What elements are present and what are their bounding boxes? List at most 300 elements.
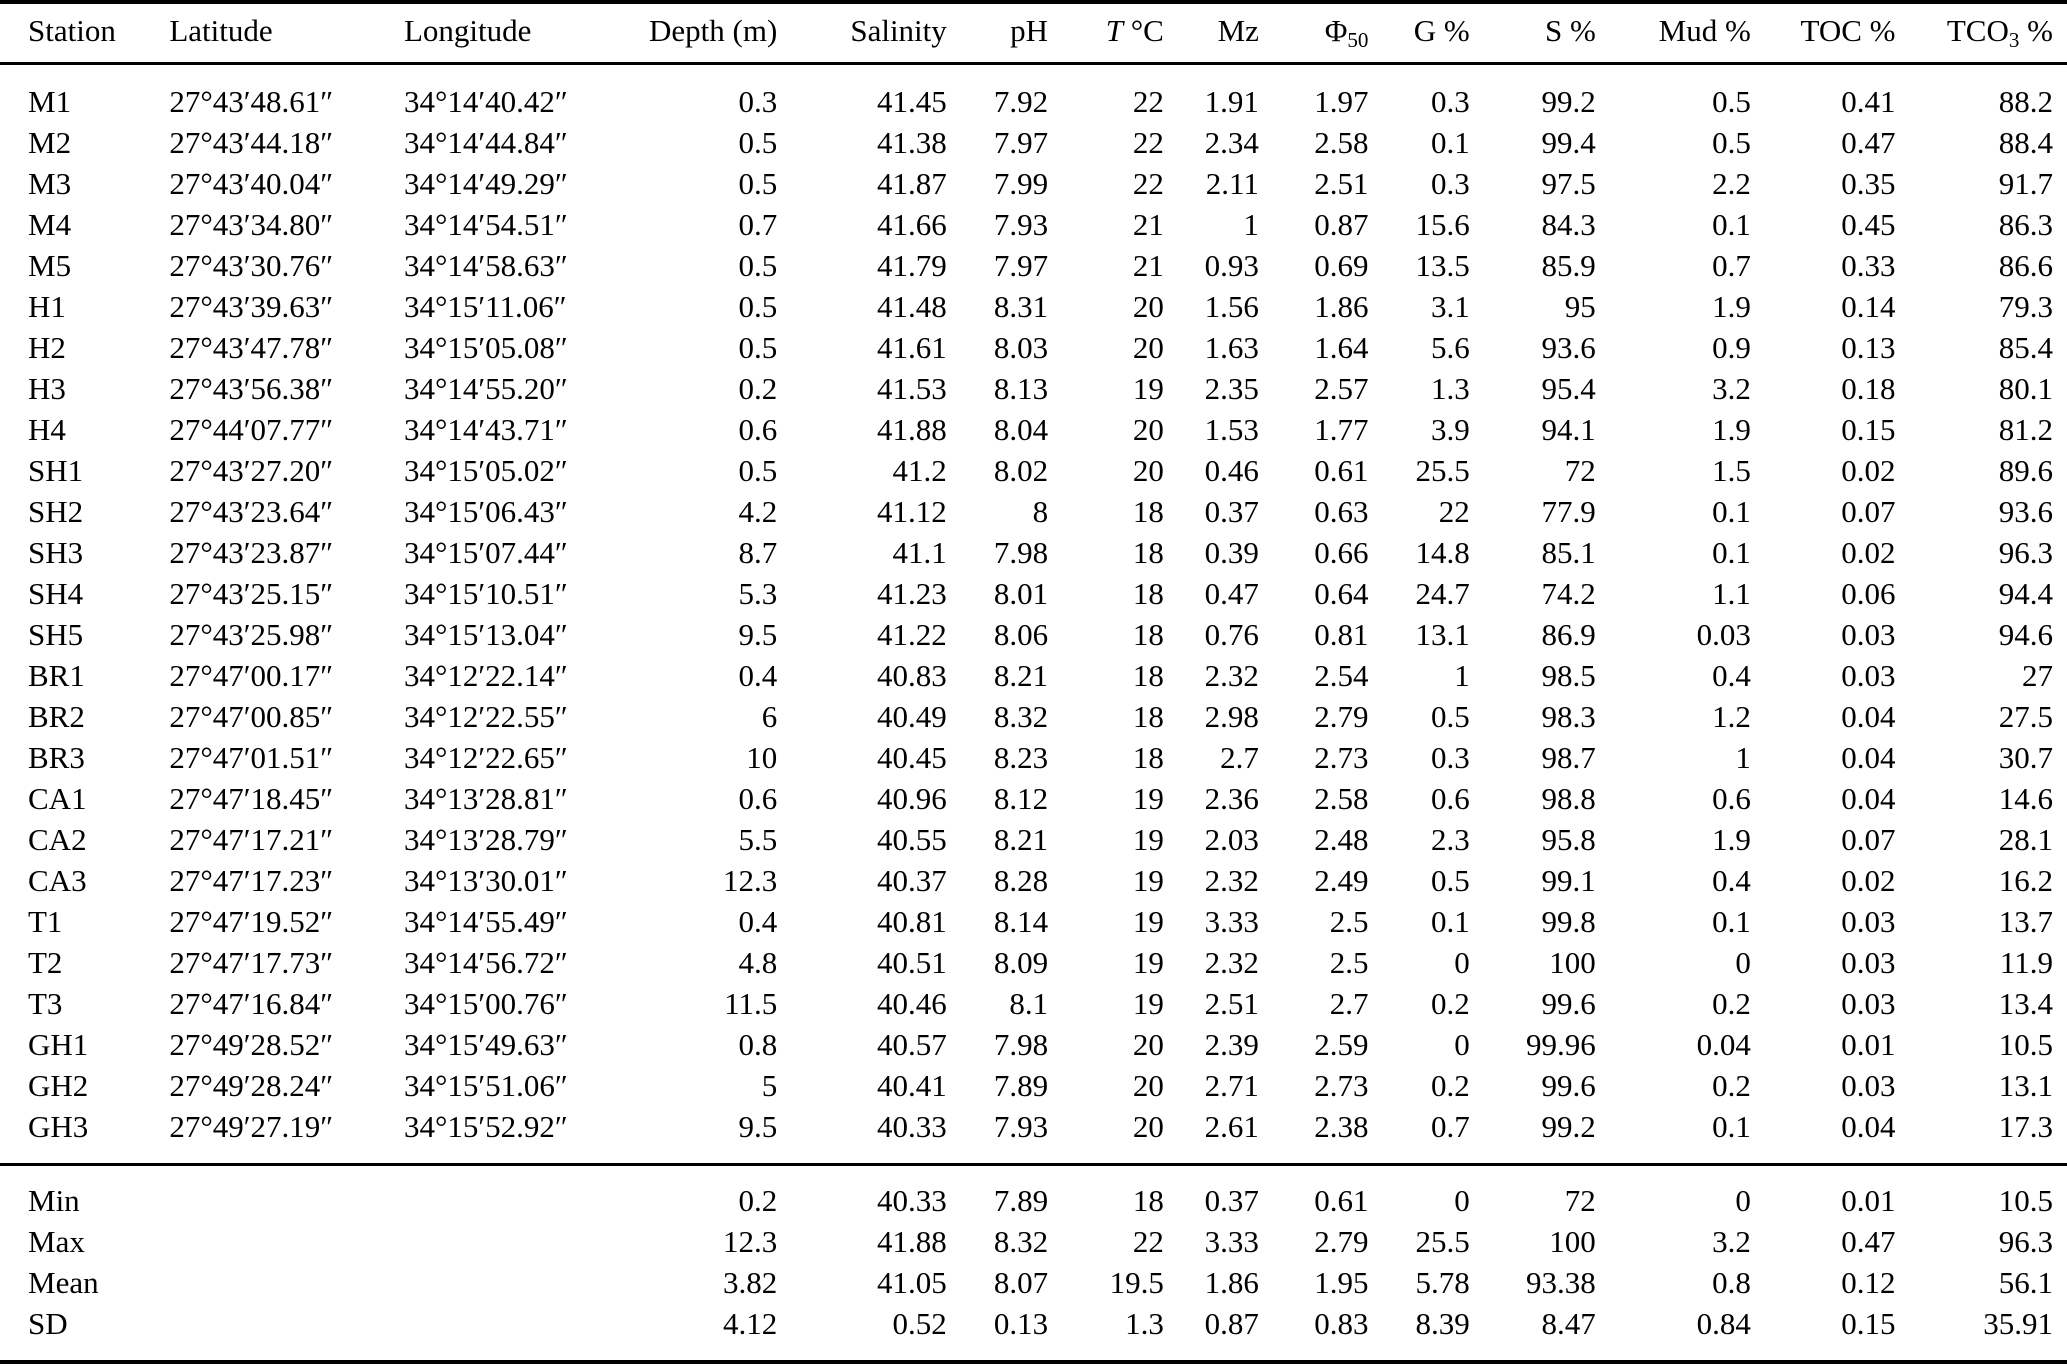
table-row — [0, 778, 2067, 819]
cell-mz: 2.11 — [1205, 166, 1259, 201]
cell-gravel-percent: 0.6 — [1430, 781, 1470, 816]
cell-ph: 7.93 — [993, 207, 1049, 242]
cell-salinity: 41.38 — [877, 125, 947, 160]
tco3-unit: % — [2019, 13, 2053, 48]
cell-station: M4 — [28, 207, 72, 242]
cell-ph: 8.13 — [993, 371, 1049, 406]
cell-sand-percent: 72 — [1564, 1183, 1596, 1218]
table-row — [0, 122, 2067, 163]
cell-toc-percent: 0.13 — [1841, 330, 1896, 365]
table-row — [0, 942, 2067, 983]
cell-station: M3 — [28, 166, 72, 201]
cell-salinity: 41.53 — [877, 371, 947, 406]
cell-latitude: 27°43′23.87″ — [169, 535, 334, 570]
cell-salinity: 40.51 — [877, 945, 947, 980]
cell-ph: 7.98 — [993, 1027, 1049, 1062]
cell-toc-percent: 0.07 — [1841, 822, 1896, 857]
cell-phi50: 0.64 — [1314, 576, 1369, 611]
cell-tco3-percent: 94.4 — [1998, 576, 2053, 611]
cell-depth: 0.6 — [738, 412, 778, 447]
cell-gravel-percent: 0.3 — [1430, 740, 1470, 775]
cell-tco3-percent: 88.2 — [1998, 84, 2053, 119]
table-header — [0, 2, 2067, 64]
cell-station: CA3 — [28, 863, 87, 898]
table-row — [0, 409, 2067, 450]
station-rows — [0, 64, 2067, 1165]
cell-sand-percent: 99.4 — [1541, 125, 1596, 160]
cell-station: M5 — [28, 248, 72, 283]
cell-salinity: 40.46 — [877, 986, 947, 1021]
cell-mz: 2.51 — [1204, 986, 1259, 1021]
cell-mz: 0.76 — [1204, 617, 1259, 652]
cell-gravel-percent: 0 — [1454, 1027, 1470, 1062]
cell-temperature: 22 — [1132, 84, 1164, 119]
cell-station: SH4 — [28, 576, 84, 611]
cell-phi50: 2.58 — [1314, 125, 1369, 160]
cell-ph: 8.32 — [993, 699, 1049, 734]
cell-toc-percent: 0.45 — [1841, 207, 1896, 242]
cell-salinity: 40.33 — [877, 1183, 947, 1218]
cell-salinity: 41.88 — [877, 1224, 947, 1259]
cell-temperature: 22 — [1132, 166, 1164, 201]
cell-mud-percent: 1.9 — [1712, 289, 1751, 324]
cell-phi50: 1.64 — [1314, 330, 1369, 365]
cell-station: T3 — [28, 986, 63, 1021]
cell-latitude: 27°43′27.20″ — [169, 453, 334, 488]
cell-temperature: 19 — [1132, 822, 1164, 857]
cell-toc-percent: 0.04 — [1841, 1109, 1896, 1144]
cell-tco3-percent: 35.91 — [1983, 1306, 2053, 1341]
cell-station: T2 — [28, 945, 63, 980]
cell-tco3-percent: 94.6 — [1998, 617, 2053, 652]
cell-mud-percent: 3.2 — [1712, 371, 1751, 406]
cell-mz: 1.53 — [1204, 412, 1259, 447]
cell-mz: 3.33 — [1204, 904, 1259, 939]
cell-mud-percent: 0.1 — [1712, 207, 1751, 242]
cell-tco3-percent: 16.2 — [1998, 863, 2053, 898]
tco3-main: TCO — [1946, 13, 2009, 48]
cell-temperature: 18 — [1132, 1183, 1164, 1218]
cell-temperature: 21 — [1132, 248, 1164, 283]
cell-longitude: 34°15′00.76″ — [403, 986, 568, 1021]
cell-phi50: 2.79 — [1314, 699, 1369, 734]
cell-toc-percent: 0.03 — [1841, 904, 1896, 939]
cell-station: H2 — [28, 330, 66, 365]
cell-longitude: 34°12′22.65″ — [403, 740, 568, 775]
cell-latitude — [165, 1165, 400, 1222]
cell-temperature: 20 — [1132, 1109, 1164, 1144]
cell-phi50: 2.51 — [1314, 166, 1369, 201]
cell-depth: 12.3 — [723, 863, 778, 898]
cell-longitude: 34°14′44.84″ — [403, 125, 568, 160]
cell-temperature: 22 — [1132, 125, 1164, 160]
cell-depth: 0.5 — [738, 125, 778, 160]
table-row — [0, 1262, 2067, 1303]
cell-mud-percent: 0 — [1735, 945, 1751, 980]
cell-sand-percent: 74.2 — [1541, 576, 1596, 611]
cell-toc-percent: 0.06 — [1841, 576, 1896, 611]
cell-depth: 0.5 — [738, 453, 778, 488]
tco3-subscript: 3 — [2008, 27, 2020, 52]
cell-salinity: 41.12 — [877, 494, 947, 529]
cell-phi50: 0.83 — [1314, 1306, 1369, 1341]
col-header-gravel-percent: G % — [1372, 2, 1473, 64]
cell-depth: 8.7 — [738, 535, 778, 570]
cell-longitude: 34°14′40.42″ — [403, 84, 568, 119]
table-row — [0, 1165, 2067, 1222]
cell-longitude: 34°14′58.63″ — [403, 248, 568, 283]
cell-sand-percent: 86.9 — [1541, 617, 1596, 652]
cell-tco3-percent: 13.4 — [1998, 986, 2053, 1021]
cell-phi50: 0.61 — [1314, 1183, 1369, 1218]
cell-latitude: 27°43′44.18″ — [169, 125, 334, 160]
col-header-mud-percent: Mud % — [1600, 2, 1755, 64]
cell-mz: 0.93 — [1204, 248, 1259, 283]
cell-phi50: 1.95 — [1314, 1265, 1369, 1300]
col-header-sand-percent: S % — [1474, 2, 1600, 64]
cell-sand-percent: 97.5 — [1541, 166, 1596, 201]
cell-toc-percent: 0.02 — [1841, 535, 1896, 570]
cell-longitude: 34°15′13.04″ — [403, 617, 568, 652]
cell-depth: 3.82 — [723, 1265, 778, 1300]
cell-longitude — [400, 1165, 641, 1222]
cell-toc-percent: 0.03 — [1841, 617, 1896, 652]
cell-longitude: 34°15′51.06″ — [403, 1068, 568, 1103]
table-row — [0, 1024, 2067, 1065]
cell-ph: 8.01 — [993, 576, 1049, 611]
cell-latitude: 27°43′47.78″ — [169, 330, 334, 365]
cell-toc-percent: 0.04 — [1841, 740, 1896, 775]
cell-mz: 0.37 — [1204, 1183, 1259, 1218]
cell-toc-percent: 0.14 — [1841, 289, 1896, 324]
cell-latitude: 27°47′16.84″ — [169, 986, 334, 1021]
cell-mud-percent: 0.04 — [1696, 1027, 1751, 1062]
cell-ph: 7.97 — [993, 248, 1049, 283]
cell-mz: 0.87 — [1204, 1306, 1259, 1341]
table-row — [0, 64, 2067, 123]
cell-tco3-percent: 81.2 — [1998, 412, 2053, 447]
cell-phi50: 0.66 — [1314, 535, 1369, 570]
cell-station: M1 — [28, 84, 72, 119]
cell-sand-percent: 95.8 — [1541, 822, 1596, 857]
cell-phi50: 2.58 — [1314, 781, 1369, 816]
cell-station: H4 — [28, 412, 66, 447]
cell-sand-percent: 93.6 — [1541, 330, 1596, 365]
cell-mz: 2.39 — [1204, 1027, 1259, 1062]
cell-ph: 8.1 — [1009, 986, 1049, 1021]
cell-latitude — [165, 1221, 400, 1262]
cell-mud-percent: 0.2 — [1712, 1068, 1751, 1103]
cell-sand-percent: 99.6 — [1541, 986, 1596, 1021]
cell-toc-percent: 0.47 — [1841, 125, 1896, 160]
cell-gravel-percent: 25.5 — [1415, 1224, 1470, 1259]
cell-ph: 8.14 — [993, 904, 1049, 939]
cell-mz: 0.37 — [1204, 494, 1259, 529]
cell-mud-percent: 0.03 — [1696, 617, 1751, 652]
cell-gravel-percent: 0.1 — [1430, 904, 1470, 939]
col-header-station: Station — [0, 2, 165, 64]
cell-mud-percent: 0.2 — [1712, 986, 1751, 1021]
cell-latitude: 27°43′30.76″ — [169, 248, 334, 283]
cell-sand-percent: 99.8 — [1541, 904, 1596, 939]
cell-depth: 9.5 — [738, 1109, 778, 1144]
cell-temperature: 20 — [1132, 330, 1164, 365]
cell-depth: 0.6 — [738, 781, 778, 816]
cell-temperature: 18 — [1132, 494, 1164, 529]
cell-station: Mean — [28, 1265, 99, 1300]
cell-latitude: 27°47′01.51″ — [169, 740, 334, 775]
cell-ph: 8.04 — [993, 412, 1049, 447]
cell-gravel-percent: 24.7 — [1415, 576, 1470, 611]
cell-mz: 3.33 — [1204, 1224, 1259, 1259]
cell-mud-percent: 1 — [1735, 740, 1751, 775]
cell-phi50: 2.48 — [1314, 822, 1369, 857]
cell-sand-percent: 8.47 — [1541, 1306, 1596, 1341]
cell-phi50: 2.49 — [1314, 863, 1369, 898]
cell-depth: 9.5 — [738, 617, 778, 652]
cell-toc-percent: 0.07 — [1841, 494, 1896, 529]
cell-gravel-percent: 0.2 — [1430, 1068, 1470, 1103]
cell-gravel-percent: 0.2 — [1430, 986, 1470, 1021]
cell-mz: 0.46 — [1204, 453, 1259, 488]
phi-symbol: Φ — [1324, 13, 1348, 48]
cell-sand-percent: 99.6 — [1541, 1068, 1596, 1103]
cell-longitude: 34°15′05.02″ — [403, 453, 568, 488]
cell-phi50: 1.97 — [1314, 84, 1369, 119]
cell-ph: 7.89 — [993, 1183, 1049, 1218]
cell-mz: 1.86 — [1204, 1265, 1259, 1300]
cell-depth: 5.3 — [738, 576, 778, 611]
cell-station: Min — [28, 1183, 80, 1218]
cell-temperature: 18 — [1132, 658, 1164, 693]
cell-sand-percent: 99.96 — [1526, 1027, 1596, 1062]
cell-temperature: 20 — [1132, 1068, 1164, 1103]
cell-temperature: 18 — [1132, 617, 1164, 652]
table-row — [0, 983, 2067, 1024]
cell-depth: 4.12 — [723, 1306, 778, 1341]
cell-station: GH3 — [28, 1109, 89, 1144]
cell-ph: 8.31 — [993, 289, 1049, 324]
cell-toc-percent: 0.03 — [1841, 658, 1896, 693]
cell-station: GH2 — [28, 1068, 89, 1103]
cell-toc-percent: 0.02 — [1841, 453, 1896, 488]
cell-gravel-percent: 1.3 — [1430, 371, 1470, 406]
cell-sand-percent: 98.3 — [1541, 699, 1596, 734]
col-header-longitude: Longitude — [400, 2, 641, 64]
cell-temperature: 18 — [1132, 740, 1164, 775]
cell-ph: 8.21 — [993, 658, 1049, 693]
cell-phi50: 1.77 — [1314, 412, 1369, 447]
cell-salinity: 41.45 — [877, 84, 947, 119]
cell-ph: 8.09 — [993, 945, 1049, 980]
cell-gravel-percent: 0.1 — [1430, 125, 1470, 160]
cell-mz: 2.71 — [1204, 1068, 1259, 1103]
cell-latitude: 27°47′00.85″ — [169, 699, 334, 734]
cell-longitude: 34°13′28.81″ — [403, 781, 568, 816]
cell-salinity: 40.33 — [877, 1109, 947, 1144]
col-header-salinity: Salinity — [781, 2, 950, 64]
table-row — [0, 1106, 2067, 1165]
table-row — [0, 450, 2067, 491]
cell-longitude: 34°12′22.14″ — [403, 658, 568, 693]
cell-tco3-percent: 93.6 — [1998, 494, 2053, 529]
cell-toc-percent: 0.33 — [1841, 248, 1896, 283]
cell-longitude: 34°14′49.29″ — [403, 166, 568, 201]
cell-mz: 2.32 — [1204, 945, 1259, 980]
cell-gravel-percent: 1 — [1454, 658, 1470, 693]
cell-depth: 0.5 — [738, 248, 778, 283]
cell-gravel-percent: 13.1 — [1415, 617, 1470, 652]
cell-sand-percent: 99.2 — [1541, 84, 1596, 119]
cell-temperature: 20 — [1132, 289, 1164, 324]
cell-gravel-percent: 0 — [1454, 945, 1470, 980]
cell-mz: 1.56 — [1204, 289, 1259, 324]
cell-phi50: 0.69 — [1314, 248, 1369, 283]
cell-ph: 8.28 — [993, 863, 1049, 898]
cell-mud-percent: 0.84 — [1696, 1306, 1751, 1341]
cell-depth: 0.2 — [738, 371, 778, 406]
cell-latitude: 27°47′17.21″ — [169, 822, 334, 857]
cell-ph: 8 — [1032, 494, 1049, 529]
cell-ph: 8.23 — [993, 740, 1049, 775]
cell-toc-percent: 0.15 — [1841, 412, 1896, 447]
cell-depth: 0.4 — [738, 904, 778, 939]
cell-salinity: 40.83 — [877, 658, 947, 693]
cell-sand-percent: 94.1 — [1541, 412, 1596, 447]
cell-gravel-percent: 0.5 — [1430, 699, 1470, 734]
cell-station: H1 — [28, 289, 66, 324]
cell-sand-percent: 98.8 — [1541, 781, 1596, 816]
col-header-toc-percent: TOC % — [1755, 2, 1900, 64]
cell-salinity: 41.1 — [892, 535, 947, 570]
cell-sand-percent: 100 — [1549, 1224, 1596, 1259]
cell-salinity: 41.48 — [877, 289, 947, 324]
cell-station: SH2 — [28, 494, 84, 529]
cell-ph: 0.13 — [993, 1306, 1049, 1341]
cell-latitude: 27°49′28.52″ — [169, 1027, 334, 1062]
temperature-unit: °C — [1122, 13, 1164, 48]
cell-sand-percent: 93.38 — [1526, 1265, 1596, 1300]
cell-mud-percent: 0.4 — [1712, 863, 1751, 898]
cell-mud-percent: 0.5 — [1712, 84, 1751, 119]
cell-mz: 1.91 — [1204, 84, 1259, 119]
cell-toc-percent: 0.15 — [1841, 1306, 1896, 1341]
cell-longitude: 34°13′30.01″ — [403, 863, 568, 898]
cell-mz: 2.35 — [1204, 371, 1259, 406]
table-row — [0, 1221, 2067, 1262]
cell-mz: 0.47 — [1204, 576, 1259, 611]
cell-longitude: 34°14′43.71″ — [403, 412, 568, 447]
cell-tco3-percent: 10.5 — [1998, 1183, 2053, 1218]
cell-tco3-percent: 96.3 — [1998, 1224, 2053, 1259]
cell-station: BR1 — [28, 658, 85, 693]
cell-mud-percent: 0.6 — [1712, 781, 1751, 816]
table-row — [0, 491, 2067, 532]
table-row — [0, 1303, 2067, 1362]
cell-sand-percent: 85.9 — [1541, 248, 1596, 283]
cell-salinity: 40.49 — [877, 699, 947, 734]
cell-longitude: 34°13′28.79″ — [403, 822, 568, 857]
cell-latitude: 27°43′23.64″ — [169, 494, 334, 529]
cell-mud-percent: 1.1 — [1712, 576, 1751, 611]
cell-longitude: 34°12′22.55″ — [403, 699, 568, 734]
col-header-tco3-percent — [1900, 2, 2067, 64]
cell-depth: 0.5 — [738, 166, 778, 201]
cell-salinity: 41.88 — [877, 412, 947, 447]
cell-latitude: 27°43′25.15″ — [169, 576, 334, 611]
cell-tco3-percent: 27 — [2022, 658, 2053, 693]
cell-depth: 12.3 — [723, 1224, 778, 1259]
cell-sand-percent: 95.4 — [1541, 371, 1596, 406]
cell-gravel-percent: 3.1 — [1430, 289, 1470, 324]
cell-temperature: 19 — [1132, 371, 1164, 406]
cell-depth: 11.5 — [724, 986, 778, 1021]
cell-tco3-percent: 11.9 — [1999, 945, 2053, 980]
cell-tco3-percent: 14.6 — [1998, 781, 2053, 816]
cell-toc-percent: 0.02 — [1841, 863, 1896, 898]
cell-sand-percent: 99.1 — [1541, 863, 1596, 898]
table-row — [0, 860, 2067, 901]
cell-longitude: 34°14′56.72″ — [403, 945, 568, 980]
cell-depth: 0.5 — [738, 330, 778, 365]
cell-mz: 2.98 — [1204, 699, 1259, 734]
cell-temperature: 20 — [1132, 412, 1164, 447]
cell-temperature: 19 — [1132, 945, 1164, 980]
cell-temperature: 19 — [1132, 781, 1164, 816]
cell-salinity: 41.66 — [877, 207, 947, 242]
cell-mz: 1 — [1243, 207, 1259, 242]
cell-mud-percent: 0.9 — [1712, 330, 1751, 365]
cell-salinity: 41.05 — [877, 1265, 947, 1300]
cell-longitude: 34°14′55.20″ — [403, 371, 568, 406]
cell-mz: 2.32 — [1204, 863, 1259, 898]
cell-longitude — [400, 1221, 641, 1262]
cell-mud-percent: 2.2 — [1712, 166, 1751, 201]
cell-depth: 0.3 — [738, 84, 778, 119]
cell-latitude: 27°47′19.52″ — [169, 904, 334, 939]
cell-gravel-percent: 0.3 — [1430, 166, 1470, 201]
cell-gravel-percent: 0.5 — [1430, 863, 1470, 898]
cell-ph: 7.92 — [993, 84, 1049, 119]
cell-tco3-percent: 79.3 — [1998, 289, 2053, 324]
cell-gravel-percent: 0 — [1454, 1183, 1470, 1218]
cell-latitude — [165, 1303, 400, 1362]
cell-latitude: 27°43′48.61″ — [169, 84, 334, 119]
cell-toc-percent: 0.04 — [1841, 699, 1896, 734]
cell-station: SH1 — [28, 453, 84, 488]
cell-tco3-percent: 17.3 — [1998, 1109, 2053, 1144]
cell-sand-percent: 95 — [1564, 289, 1596, 324]
col-header-depth: Depth (m) — [641, 2, 782, 64]
cell-sand-percent: 98.5 — [1541, 658, 1596, 693]
cell-mud-percent: 0.1 — [1712, 535, 1751, 570]
cell-temperature: 19 — [1132, 904, 1164, 939]
cell-latitude: 27°43′40.04″ — [169, 166, 334, 201]
table-row — [0, 819, 2067, 860]
cell-tco3-percent: 96.3 — [1998, 535, 2053, 570]
temperature-symbol: T — [1105, 13, 1123, 48]
cell-station: T1 — [28, 904, 63, 939]
cell-longitude: 34°15′52.92″ — [403, 1109, 568, 1144]
cell-ph: 7.99 — [993, 166, 1049, 201]
cell-mud-percent: 0.1 — [1712, 1109, 1751, 1144]
cell-phi50: 2.5 — [1329, 904, 1369, 939]
cell-longitude: 34°15′06.43″ — [403, 494, 568, 529]
cell-depth: 0.7 — [738, 207, 778, 242]
cell-ph: 7.93 — [993, 1109, 1049, 1144]
cell-mz: 2.32 — [1204, 658, 1259, 693]
cell-gravel-percent: 14.8 — [1415, 535, 1470, 570]
